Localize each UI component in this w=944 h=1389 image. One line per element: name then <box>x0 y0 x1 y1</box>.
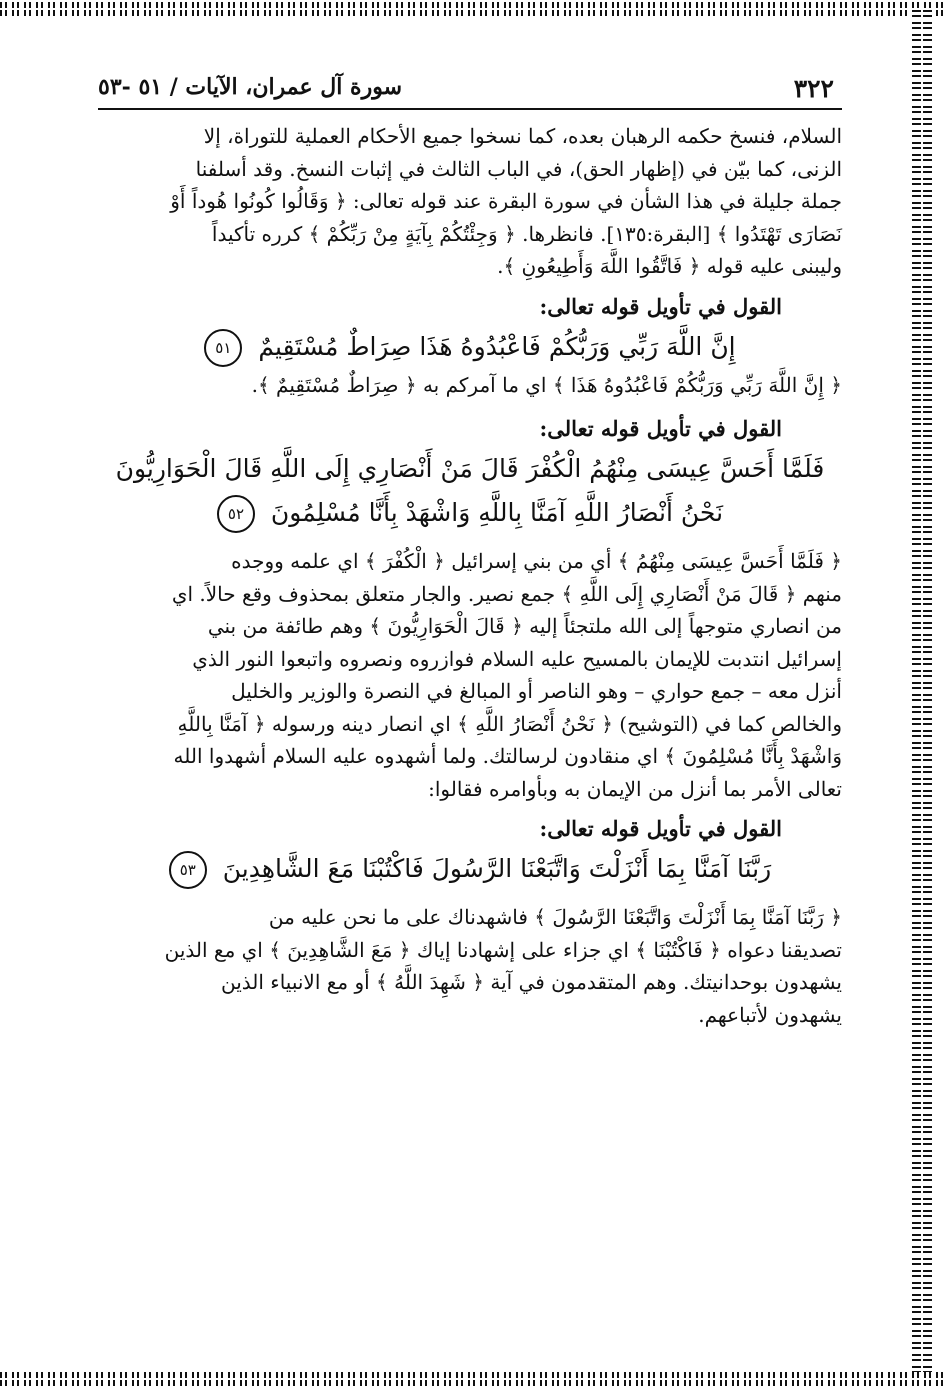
ornamental-border-right <box>912 10 932 1375</box>
section-verse-51 <box>98 289 842 402</box>
text-line: يشهدون بوحدانيتك. وهم المتقدمون في آية ﴿ شَهِدَ اللَّهُ ﴾ أو مع الانبياء الذين <box>221 970 842 994</box>
text-line: إسرائيل انتدبت للإيمان بالمسيح عليه السلام فوازروه ونصروه واتبعوا النور الذي <box>192 646 842 671</box>
text-line: وَاشْهَدْ بِأَنَّا مُسْلِمُونَ ﴾ اي منقادون لرسالتك. ولما أشهدوه عليه السلام أشهدوا الله <box>173 744 842 768</box>
verse-text: إِنَّ اللَّهَ رَبِّي وَرَبُّكُمْ فَاعْبُدُوهُ هَذَا صِرَاطٌ مُسْتَقِيمٌ <box>258 331 736 361</box>
verse-number-badge: ٥٢ <box>217 495 255 533</box>
text-line: نَصَارَى تَهْتَدُوا ﴾ [البقرة:١٣٥]. فانظرها. ﴿ وَجِئْتُكُمْ بِآيَةٍ مِنْ رَبِّكُمْ ﴾ كرره تأكيداً <box>211 221 842 246</box>
paragraph-intro <box>98 120 842 283</box>
text-line: والخالص كما في (التوشيح) ﴿ نَحْنُ أَنْصَارُ اللَّهِ ﴾ اي انصار دينه ورسوله ﴿ آمَنَّا بِاللَّهِ <box>177 711 842 736</box>
text-line: السلام، فنسخ حكمه الرهبان بعده، كما نسخوا جميع الأحكام العملية للتوراة، إلا <box>203 124 842 148</box>
text-line: وليبنى عليه قوله ﴿ فَاتَّقُوا اللَّهَ وَأَطِيعُونِ ﴾. <box>497 254 842 278</box>
quran-verse-line <box>98 491 842 535</box>
text-line: من انصاري متوجهاً إلى الله ملتجئاً إليه ﴿ قَالَ الْحَوَارِيُّونَ ﴾ وهم طائفة من بني <box>207 614 842 638</box>
quran-verse <box>98 325 842 369</box>
text-line: منهم ﴿ قَالَ مَنْ أَنْصَارِي إِلَى اللَّهِ ﴾ جمع نصير. والجار متعلق بمحذوف وقع حالاً. اي <box>171 581 842 606</box>
quran-verse-line: فَلَمَّا أَحَسَّ عِيسَى مِنْهُمُ الْكُفْرَ قَالَ مَنْ أَنْصَارِي إِلَى اللَّهِ قَالَ الْحَوَارِيُّونَ <box>115 454 825 483</box>
text-line: ﴿ إِنَّ اللَّهَ رَبِّي وَرَبُّكُمْ فَاعْبُدُوهُ هَذَا ﴾ اي ما آمركم به ﴿ صِرَاطٌ مُسْتَقِيمٌ ﴾. <box>251 372 842 397</box>
text-line: ﴿ فَلَمَّا أَحَسَّ عِيسَى مِنْهُمُ ﴾ أي من بني إسرائيل ﴿ الْكُفْرَ ﴾ اي علمه ووجده <box>231 549 842 573</box>
text-line: جملة جليلة في هذا الشأن في سورة البقرة عند قوله تعالى: ﴿ وَقَالُوا كُونُوا هُوداً أَوْ <box>170 189 842 213</box>
text-line: أنزل معه – جمع حواري – وهو الناصر أو المبالغ في النصرة والوزير والخليل <box>231 679 842 703</box>
page-header <box>98 60 842 110</box>
quran-verse <box>98 847 842 891</box>
page-number: ٣٢٢ <box>793 74 834 103</box>
section-verse-53 <box>98 811 842 1031</box>
page-content <box>98 60 842 1031</box>
verse-number-badge: ٥٣ <box>169 851 207 889</box>
ornamental-border-bottom <box>0 1372 944 1386</box>
section-heading: القول في تأويل قوله تعالى: <box>539 416 782 441</box>
verse-text: رَبَّنَا آمَنَّا بِمَا أَنْزَلْتَ وَاتَّبَعْنَا الرَّسُولَ فَاكْتُبْنَا مَعَ الشَّاهِدِينَ <box>222 854 772 883</box>
section-heading: القول في تأويل قوله تعالى: <box>539 293 782 319</box>
text-line: الزنى، كما بيّن في (إظهار الحق)، في الباب الثالث في إثبات النسخ. وقد أسلفنا <box>195 156 842 181</box>
verse-number-badge: ٥١ <box>204 329 242 367</box>
running-title: سورة آل عمران، الآيات / ٥١ -٥٣ <box>98 74 403 100</box>
verse-text: نَحْنُ أَنْصَارُ اللَّهِ آمَنَّا بِاللَّهِ وَاشْهَدْ بِأَنَّا مُسْلِمُونَ <box>270 498 724 527</box>
text-line: ﴿ رَبَّنَا آمَنَّا بِمَا أَنْزَلْتَ وَاتَّبَعْنَا الرَّسُولَ ﴾ فاشهدناك على ما نحن عليه من <box>268 905 842 929</box>
text-line: يشهدون لأتباعهم. <box>698 1002 842 1027</box>
section-heading: القول في تأويل قوله تعالى: <box>539 816 782 841</box>
text-line: تصديقنا دعواه ﴿ فَاكْتُبْنَا ﴾ اي جزاء على إشهادنا إياك ﴿ مَعَ الشَّاهِدِينَ ﴾ اي مع الذين <box>164 937 842 962</box>
text-line: تعالى الأمر بما أنزل من الإيمان به وبأوامره فقالوا: <box>428 776 842 801</box>
ornamental-border-top <box>0 2 944 16</box>
section-verse-52 <box>98 411 842 805</box>
